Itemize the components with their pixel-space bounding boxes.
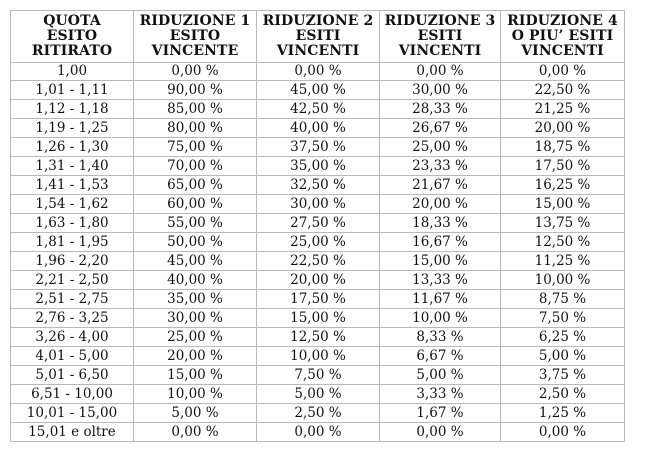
quota-cell: 1,81 - 1,95 [11, 233, 134, 252]
riduzione-3-cell: 3,33 % [380, 385, 501, 404]
riduzione-4-cell: 10,00 % [501, 271, 625, 290]
riduzione-4-cell: 17,50 % [501, 157, 625, 176]
riduzione-1-cell: 10,00 % [134, 385, 257, 404]
quota-cell: 1,26 - 1,30 [11, 138, 134, 157]
riduzione-1-cell: 0,00 % [134, 63, 257, 81]
header-line: ESITI [295, 28, 341, 44]
riduzione-4-cell: 2,50 % [501, 385, 625, 404]
riduzione-3-cell: 21,67 % [380, 176, 501, 195]
riduzione-3-cell: 1,67 % [380, 404, 501, 423]
riduzione-4-cell: 7,50 % [501, 309, 625, 328]
reduction-table [10, 10, 625, 442]
table-row [11, 385, 625, 404]
riduzione-1-cell: 40,00 % [134, 271, 257, 290]
quota-cell: 3,26 - 4,00 [11, 328, 134, 347]
riduzione-3-cell: 0,00 % [380, 423, 501, 442]
riduzione-4-cell: 6,25 % [501, 328, 625, 347]
riduzione-4-cell: 21,25 % [501, 100, 625, 119]
quota-cell: 1,19 - 1,25 [11, 119, 134, 138]
header-line: ESITO [169, 28, 221, 44]
riduzione-1-cell: 55,00 % [134, 214, 257, 233]
quota-cell: 1,00 [11, 63, 134, 81]
quota-cell: 2,76 - 3,25 [11, 309, 134, 328]
riduzione-1-cell: 20,00 % [134, 347, 257, 366]
riduzione-3-cell: 10,00 % [380, 309, 501, 328]
table-row [11, 119, 625, 138]
table-row [11, 233, 625, 252]
table-row [11, 366, 625, 385]
riduzione-3-cell: 6,67 % [380, 347, 501, 366]
riduzione-3-cell: 25,00 % [380, 138, 501, 157]
quota-cell: 15,01 e oltre [11, 423, 134, 442]
riduzione-1-cell: 5,00 % [134, 404, 257, 423]
riduzione-1-cell: 45,00 % [134, 252, 257, 271]
quota-cell: 2,51 - 2,75 [11, 290, 134, 309]
header-line: RITIRATO [31, 43, 113, 59]
riduzione-2-cell: 15,00 % [257, 309, 380, 328]
header-line: RIDUZIONE 3 [384, 13, 496, 29]
riduzione-4-cell: 18,75 % [501, 138, 625, 157]
riduzione-3-cell: 0,00 % [380, 63, 501, 81]
riduzione-3-cell: 20,00 % [380, 195, 501, 214]
header-line: RIDUZIONE 2 [262, 13, 374, 29]
riduzione-2-cell: 40,00 % [257, 119, 380, 138]
quota-cell: 6,51 - 10,00 [11, 385, 134, 404]
quota-cell: 1,63 - 1,80 [11, 214, 134, 233]
riduzione-3-cell: 28,33 % [380, 100, 501, 119]
riduzione-2-cell: 45,00 % [257, 81, 380, 100]
riduzione-3-cell: 13,33 % [380, 271, 501, 290]
riduzione-1-cell: 85,00 % [134, 100, 257, 119]
header-line: QUOTA [43, 13, 101, 29]
riduzione-3-cell: 11,67 % [380, 290, 501, 309]
riduzione-4-cell: 11,25 % [501, 252, 625, 271]
riduzione-2-cell: 5,00 % [257, 385, 380, 404]
riduzione-1-cell: 15,00 % [134, 366, 257, 385]
table-row [11, 423, 625, 442]
riduzione-1-cell: 50,00 % [134, 233, 257, 252]
riduzione-1-cell: 0,00 % [134, 423, 257, 442]
riduzione-1-cell: 30,00 % [134, 309, 257, 328]
riduzione-4-cell: 0,00 % [501, 423, 625, 442]
quota-cell: 1,54 - 1,62 [11, 195, 134, 214]
quota-cell: 1,12 - 1,18 [11, 100, 134, 119]
reduction-table-container [10, 10, 625, 442]
quota-cell: 4,01 - 5,00 [11, 347, 134, 366]
header-line: ESITI [417, 28, 463, 44]
table-row [11, 195, 625, 214]
table-row [11, 290, 625, 309]
riduzione-1-cell: 25,00 % [134, 328, 257, 347]
header-line: O PIU’ ESITI [511, 28, 614, 44]
table-row [11, 81, 625, 100]
riduzione-2-cell: 2,50 % [257, 404, 380, 423]
riduzione-4-cell: 0,00 % [501, 63, 625, 81]
riduzione-2-cell: 17,50 % [257, 290, 380, 309]
table-row [11, 138, 625, 157]
riduzione-2-cell: 32,50 % [257, 176, 380, 195]
riduzione-4-cell: 15,00 % [501, 195, 625, 214]
riduzione-2-cell: 0,00 % [257, 63, 380, 81]
quota-cell: 10,01 - 15,00 [11, 404, 134, 423]
riduzione-3-cell: 26,67 % [380, 119, 501, 138]
riduzione-3-cell: 18,33 % [380, 214, 501, 233]
header-row [11, 11, 625, 63]
table-row [11, 404, 625, 423]
riduzione-4-cell: 3,75 % [501, 366, 625, 385]
table-row [11, 100, 625, 119]
quota-cell: 2,21 - 2,50 [11, 271, 134, 290]
table-row [11, 271, 625, 290]
header-line: RIDUZIONE 1 [139, 13, 251, 29]
riduzione-2-cell: 20,00 % [257, 271, 380, 290]
riduzione-1-cell: 75,00 % [134, 138, 257, 157]
riduzione-2-cell: 42,50 % [257, 100, 380, 119]
riduzione-2-cell: 12,50 % [257, 328, 380, 347]
riduzione-4-cell: 8,75 % [501, 290, 625, 309]
riduzione-1-cell: 90,00 % [134, 81, 257, 100]
quota-cell: 1,01 - 1,11 [11, 81, 134, 100]
header-quota-esito-ritirato [11, 11, 134, 63]
riduzione-3-cell: 5,00 % [380, 366, 501, 385]
table-row [11, 309, 625, 328]
riduzione-2-cell: 10,00 % [257, 347, 380, 366]
riduzione-3-cell: 23,33 % [380, 157, 501, 176]
table-row [11, 328, 625, 347]
riduzione-2-cell: 25,00 % [257, 233, 380, 252]
table-row [11, 157, 625, 176]
riduzione-4-cell: 22,50 % [501, 81, 625, 100]
riduzione-3-cell: 16,67 % [380, 233, 501, 252]
riduzione-3-cell: 30,00 % [380, 81, 501, 100]
riduzione-3-cell: 8,33 % [380, 328, 501, 347]
header-riduzione-4 [501, 11, 625, 63]
riduzione-4-cell: 1,25 % [501, 404, 625, 423]
header-line: VINCENTI [398, 43, 482, 59]
table-row [11, 252, 625, 271]
header-line: VINCENTI [521, 43, 604, 59]
riduzione-1-cell: 70,00 % [134, 157, 257, 176]
header-riduzione-1 [134, 11, 257, 63]
table-row [11, 347, 625, 366]
quota-cell: 5,01 - 6,50 [11, 366, 134, 385]
riduzione-4-cell: 20,00 % [501, 119, 625, 138]
header-line: RIDUZIONE 4 [507, 13, 618, 29]
riduzione-4-cell: 16,25 % [501, 176, 625, 195]
riduzione-2-cell: 30,00 % [257, 195, 380, 214]
riduzione-3-cell: 15,00 % [380, 252, 501, 271]
riduzione-1-cell: 60,00 % [134, 195, 257, 214]
table-row [11, 63, 625, 81]
header-line: ESITO [46, 28, 98, 44]
riduzione-4-cell: 5,00 % [501, 347, 625, 366]
riduzione-2-cell: 0,00 % [257, 423, 380, 442]
header-riduzione-3 [380, 11, 501, 63]
quota-cell: 1,41 - 1,53 [11, 176, 134, 195]
riduzione-2-cell: 22,50 % [257, 252, 380, 271]
quota-cell: 1,96 - 2,20 [11, 252, 134, 271]
header-line: VINCENTE [151, 43, 239, 59]
riduzione-2-cell: 27,50 % [257, 214, 380, 233]
header-line: VINCENTI [276, 43, 360, 59]
riduzione-2-cell: 35,00 % [257, 157, 380, 176]
table-row [11, 214, 625, 233]
header-riduzione-2 [257, 11, 380, 63]
riduzione-1-cell: 65,00 % [134, 176, 257, 195]
table-header [11, 11, 625, 63]
table-row [11, 176, 625, 195]
riduzione-4-cell: 12,50 % [501, 233, 625, 252]
table-body [11, 63, 625, 442]
riduzione-1-cell: 80,00 % [134, 119, 257, 138]
riduzione-2-cell: 37,50 % [257, 138, 380, 157]
quota-cell: 1,31 - 1,40 [11, 157, 134, 176]
riduzione-2-cell: 7,50 % [257, 366, 380, 385]
riduzione-4-cell: 13,75 % [501, 214, 625, 233]
riduzione-1-cell: 35,00 % [134, 290, 257, 309]
